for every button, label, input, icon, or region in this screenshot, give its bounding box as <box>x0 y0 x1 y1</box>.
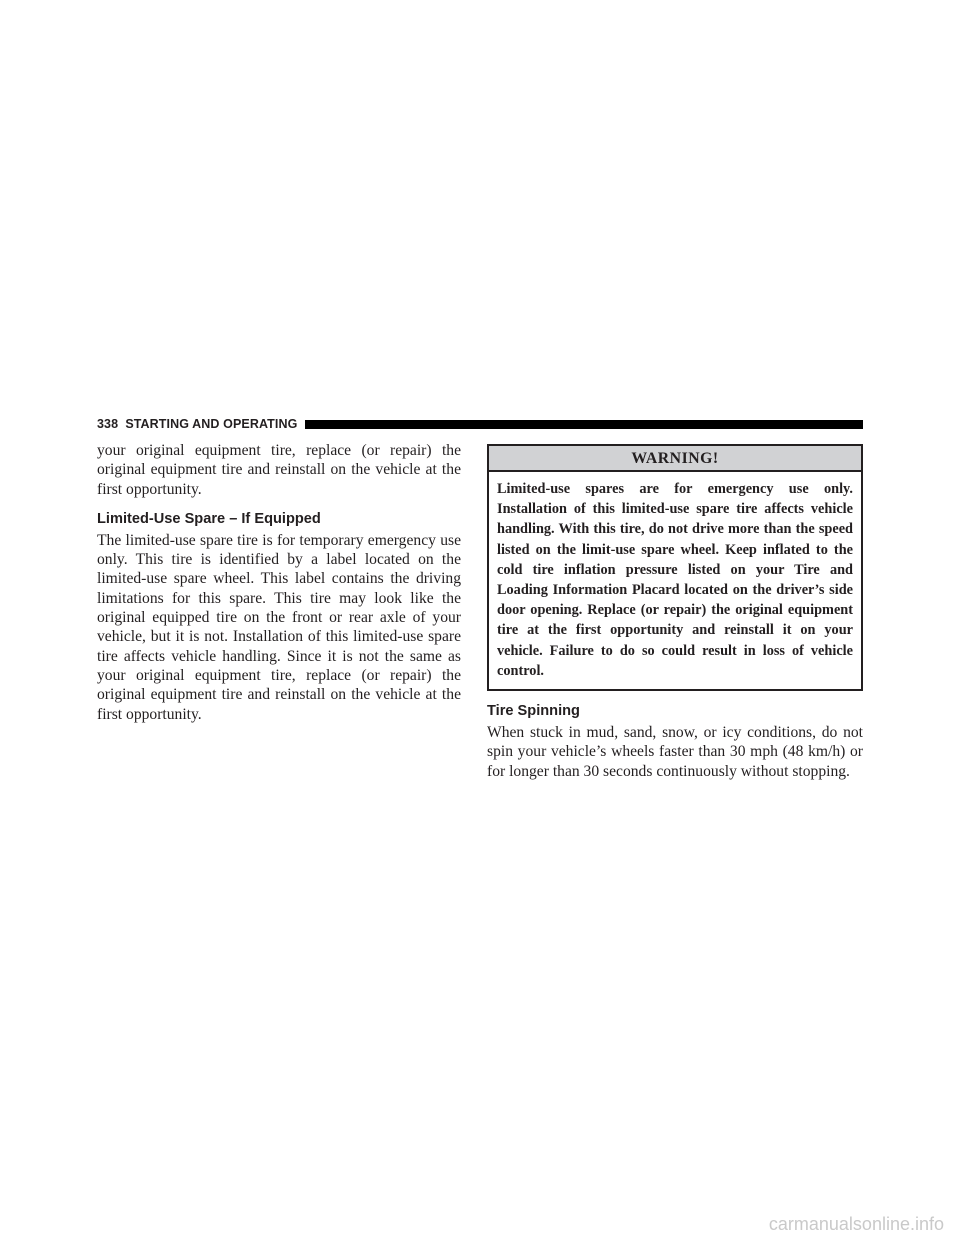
section-heading-limited-use-spare: Limited-Use Spare – If Equipped <box>97 510 321 527</box>
page-header-label <box>97 417 305 431</box>
section-title: STARTING AND OPERATING <box>125 417 298 431</box>
right-column <box>487 444 863 781</box>
watermark: carmanualsonline.info <box>768 1214 944 1234</box>
page-header <box>97 415 863 433</box>
limited-use-spare-paragraph: The limited-use spare tire is for temporary emergency use only. This tire is identified by a label located on the limited-use spare wheel. This label contains the driving limitations for this spare. This tire may look like the original equipped tire on the front or rear axle of your vehicle, but it is not. Installation of this limited-use spare tire affects vehicle handling. Since it is not the same as your original equipment tire, replace (or repair) the original equipment tire and reinstall on the vehicle at the first opportunity. <box>97 531 461 723</box>
warning-title: WARNING! <box>489 446 861 472</box>
warning-box <box>487 444 863 691</box>
tire-spinning-paragraph: When stuck in mud, sand, snow, or icy conditions, do not spin your vehicle’s wheels faster than 30 mph (48 km/h) or for longer than 30 seconds continuously without stopping. <box>487 724 863 780</box>
page-number: 338 <box>97 417 119 431</box>
intro-paragraph: your original equipment tire, replace (or repair) the original equipment tire and reinstall on the vehicle at the first opportunity. <box>97 442 461 498</box>
warning-body: Limited-use spares are for emergency use only. Installation of this limited-use spare tire affects vehicle handling. With this tire, do not drive more than the speed listed on the limit-use spare wheel. Keep inflated to the cold tire inflation pressure listed on your Tire and Loading Information Placard located on the driver’s side door opening. Replace (or repair) the original equipment tire at the first opportunity and reinstall it on your vehicle. Failure to do so could result in loss of vehicle control. <box>497 481 853 679</box>
left-column <box>97 441 461 724</box>
section-heading-tire-spinning: Tire Spinning <box>487 703 580 720</box>
header-rule <box>305 420 863 429</box>
